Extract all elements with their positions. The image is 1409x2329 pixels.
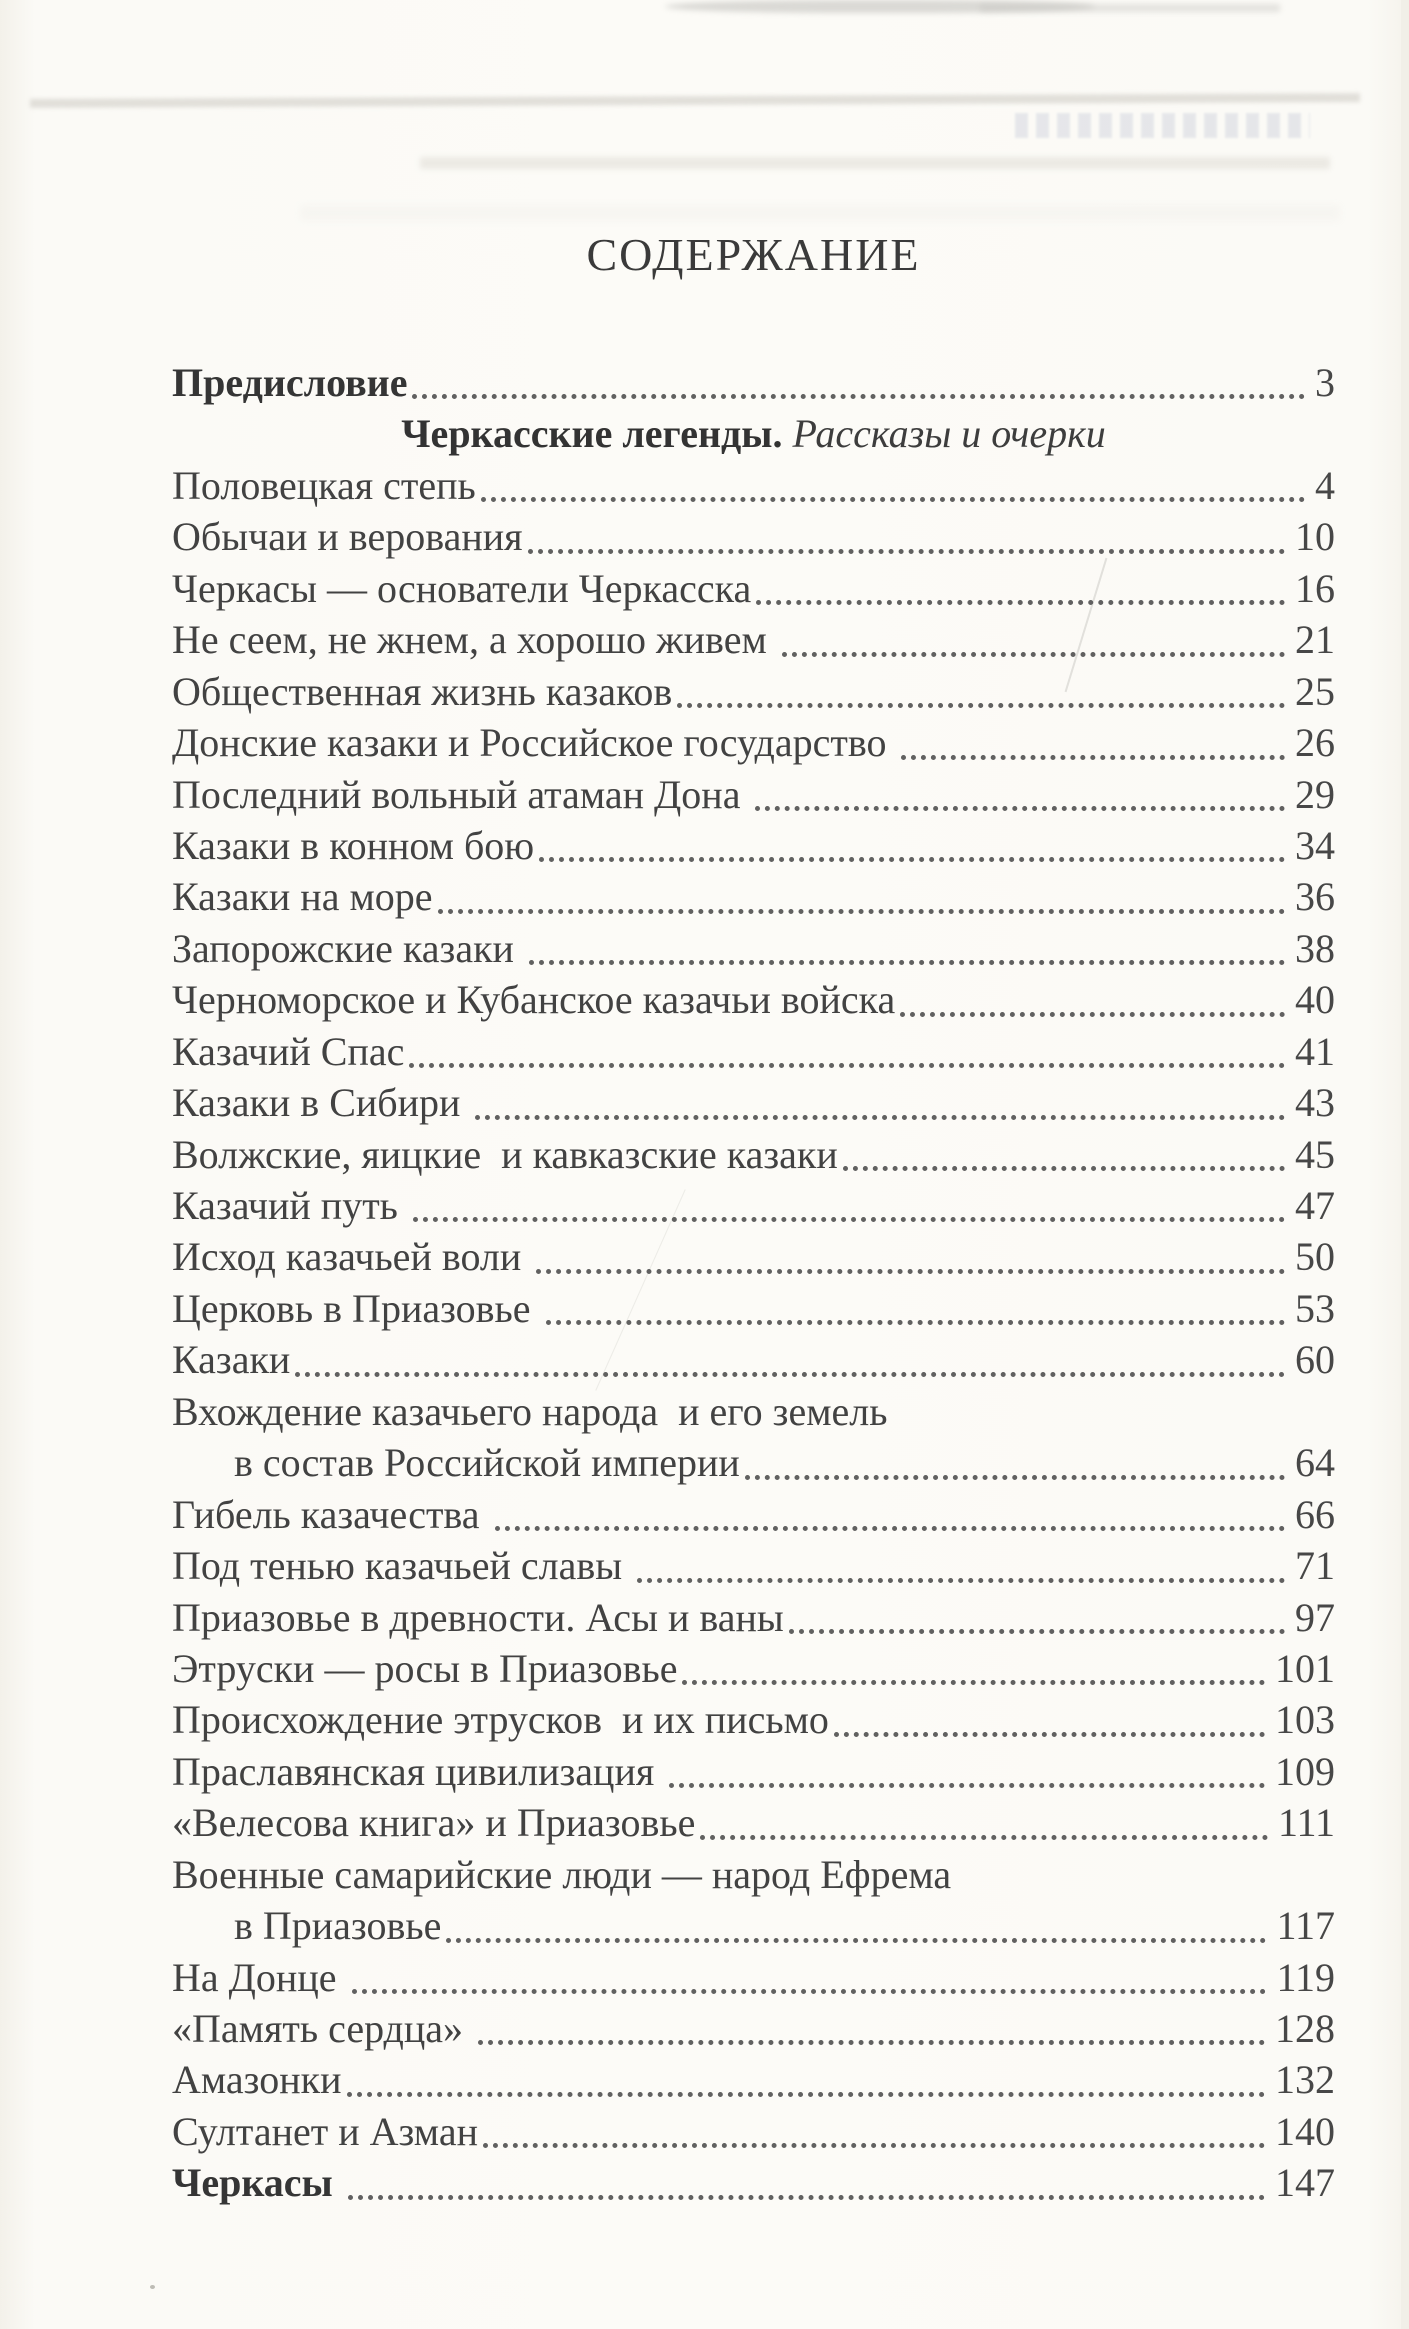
dot-leader bbox=[433, 871, 1288, 922]
dot-leader bbox=[473, 2003, 1268, 2054]
toc-entry-label: в Приазовье bbox=[234, 1903, 442, 1949]
paper-speck bbox=[150, 2285, 155, 2289]
toc-entry-label: Вхождение казачьего народа и его земель bbox=[172, 1388, 888, 1434]
toc-entry-label: Черкасы bbox=[172, 2160, 343, 2206]
toc-row bbox=[172, 871, 1335, 922]
toc-entry-page: 45 bbox=[1295, 1131, 1335, 1177]
toc-entry-label: Под тенью казачьей славы bbox=[172, 1543, 633, 1589]
dot-leader bbox=[677, 1643, 1268, 1694]
toc-entry-page: 103 bbox=[1275, 1697, 1335, 1743]
toc-row bbox=[172, 1386, 1335, 1437]
toc-row bbox=[172, 1746, 1335, 1797]
dot-leader bbox=[751, 563, 1288, 614]
toc-entry-page: 50 bbox=[1295, 1234, 1335, 1280]
toc-entry-label: Последний вольный атаман Дона bbox=[172, 771, 751, 817]
toc-entry-label: Черноморское и Кубанское казачьи войска bbox=[172, 977, 896, 1023]
toc-entry-label: Казаки в Сибири bbox=[172, 1080, 471, 1126]
toc-row bbox=[172, 1437, 1335, 1488]
dot-leader bbox=[347, 1952, 1270, 2003]
toc-entry-page: 66 bbox=[1295, 1491, 1335, 1537]
toc-row bbox=[172, 717, 1335, 768]
dot-leader bbox=[343, 2157, 1268, 2208]
ink-bleed-through bbox=[1015, 113, 1310, 138]
dot-leader bbox=[895, 974, 1288, 1025]
toc-entry-label: Казаки на море bbox=[172, 874, 433, 920]
dot-leader bbox=[664, 1746, 1268, 1797]
toc-entry-label: Общественная жизнь казаков bbox=[172, 668, 673, 714]
dot-leader bbox=[404, 1026, 1288, 1077]
section-heading-italic: Рассказы и очерки bbox=[792, 411, 1106, 457]
toc-entry-page: 4 bbox=[1315, 462, 1335, 508]
page-edge-shade bbox=[1401, 0, 1409, 2329]
dot-leader bbox=[524, 923, 1288, 974]
scan-streak-2 bbox=[420, 157, 1330, 169]
toc-entry-label: Этруски — росы в Приазовье bbox=[172, 1645, 678, 1691]
toc-entry-page: 101 bbox=[1275, 1645, 1335, 1691]
scan-streak bbox=[30, 93, 1360, 108]
toc-entry-label: Запорожские казаки bbox=[172, 925, 524, 971]
toc-row bbox=[172, 1849, 1335, 1900]
dot-leader bbox=[342, 2054, 1269, 2105]
toc-row bbox=[172, 1643, 1335, 1694]
toc-section-heading bbox=[172, 408, 1335, 459]
dot-leader bbox=[523, 511, 1288, 562]
ghost-text-band bbox=[300, 205, 1340, 221]
toc-row bbox=[172, 666, 1335, 717]
dot-leader bbox=[896, 717, 1288, 768]
toc-entry-page: 47 bbox=[1295, 1183, 1335, 1228]
toc-entry-page: 53 bbox=[1295, 1285, 1335, 1331]
toc-entry-page: 117 bbox=[1276, 1903, 1335, 1949]
toc-entry-page: 140 bbox=[1275, 2108, 1335, 2154]
toc-row bbox=[172, 2054, 1335, 2105]
toc-row bbox=[172, 1489, 1335, 1540]
toc-row bbox=[172, 460, 1335, 511]
toc-entry-page: 29 bbox=[1295, 771, 1335, 817]
toc-row bbox=[172, 1797, 1335, 1848]
toc-row bbox=[172, 1026, 1335, 1077]
toc-entry-label: Обычаи и верования bbox=[172, 514, 523, 560]
toc-entry-label: Казачий Спас bbox=[172, 1028, 405, 1074]
toc-entry-page: 3 bbox=[1315, 360, 1335, 405]
toc-entry-label: Гибель казачества bbox=[172, 1491, 490, 1537]
dot-leader bbox=[672, 666, 1288, 717]
scan-smudge-top-2 bbox=[980, 4, 1280, 12]
dot-leader bbox=[478, 2106, 1268, 2157]
toc-entry-page: 21 bbox=[1295, 617, 1335, 663]
toc-row bbox=[172, 357, 1335, 408]
toc-entry-label: Волжские, яицкие и кавказские казаки bbox=[172, 1131, 838, 1177]
toc-entry-label: На Донце bbox=[172, 1954, 347, 2000]
toc-row bbox=[172, 1077, 1335, 1128]
toc-entry-page: 40 bbox=[1295, 977, 1335, 1023]
toc-row bbox=[172, 2157, 1335, 2208]
toc-entry-page: 41 bbox=[1295, 1028, 1335, 1074]
toc-entry-page: 10 bbox=[1295, 514, 1335, 560]
toc-row bbox=[172, 511, 1335, 562]
toc-row bbox=[172, 923, 1335, 974]
toc-entry-label: в состав Российской империи bbox=[234, 1440, 740, 1486]
dot-leader bbox=[541, 1283, 1288, 1334]
toc-row bbox=[172, 820, 1335, 871]
page-title: СОДЕРЖАНИЕ bbox=[586, 229, 921, 280]
dot-leader bbox=[408, 1180, 1288, 1231]
dot-leader bbox=[476, 460, 1308, 511]
dot-leader bbox=[470, 1077, 1288, 1128]
toc-entry-page: 34 bbox=[1295, 822, 1335, 868]
toc-entry-label: Султанет и Азман bbox=[172, 2108, 478, 2154]
toc-row bbox=[172, 2106, 1335, 2157]
toc-entry-page: 43 bbox=[1295, 1080, 1335, 1126]
toc-entry-page: 38 bbox=[1295, 925, 1335, 971]
toc-list bbox=[172, 357, 1335, 2209]
toc-row bbox=[172, 1592, 1335, 1643]
toc-entry-label: Половецкая степь bbox=[172, 462, 476, 508]
dot-leader bbox=[632, 1540, 1288, 1591]
dot-leader bbox=[490, 1489, 1288, 1540]
toc-row bbox=[172, 1283, 1335, 1334]
toc-entry-label: Предисловие bbox=[172, 360, 408, 405]
toc-entry-page: 109 bbox=[1275, 1748, 1335, 1794]
toc-entry-label: Не сеем, не жнем, а хорошо живем bbox=[172, 617, 777, 663]
toc-entry-page: 60 bbox=[1295, 1337, 1335, 1383]
section-heading-bold: Черкасские легенды. bbox=[401, 411, 783, 457]
toc-entry-label: Казаки bbox=[172, 1337, 291, 1383]
toc-row bbox=[172, 1129, 1335, 1180]
dot-leader bbox=[838, 1129, 1288, 1180]
dot-leader bbox=[750, 769, 1288, 820]
toc-entry-label: Праславянская цивилизация bbox=[172, 1748, 665, 1794]
dot-leader bbox=[784, 1592, 1288, 1643]
dot-leader bbox=[695, 1797, 1271, 1848]
toc-entry-page: 25 bbox=[1295, 668, 1335, 714]
toc-entry-label: Происхождение этрусков и их письмо bbox=[172, 1697, 829, 1743]
dot-leader bbox=[407, 357, 1308, 408]
toc-entry-page: 71 bbox=[1295, 1543, 1335, 1589]
toc-entry-page: 147 bbox=[1275, 2160, 1335, 2206]
toc-row bbox=[172, 563, 1335, 614]
dot-leader bbox=[829, 1694, 1268, 1745]
toc-entry-page: 64 bbox=[1295, 1440, 1335, 1486]
dot-leader bbox=[290, 1334, 1288, 1385]
toc-row bbox=[172, 1334, 1335, 1385]
toc-entry-label: Исход казачьей воли bbox=[172, 1234, 532, 1280]
toc-row bbox=[172, 974, 1335, 1025]
toc-entry-page: 119 bbox=[1276, 1954, 1335, 2000]
toc-entry-label: Приазовье в древности. Асы и ваны bbox=[172, 1594, 784, 1640]
toc-entry-label: Амазонки bbox=[172, 2057, 342, 2103]
toc-entry-page: 26 bbox=[1295, 720, 1335, 766]
toc-entry-label: «Память сердца» bbox=[172, 2006, 474, 2051]
toc-row bbox=[172, 614, 1335, 665]
toc-entry-page: 132 bbox=[1275, 2057, 1335, 2103]
toc-entry-label: Казаки в конном бою bbox=[172, 822, 535, 868]
toc-entry-page: 128 bbox=[1275, 2006, 1335, 2051]
dot-leader bbox=[441, 1900, 1269, 1951]
toc-entry-page: 36 bbox=[1295, 874, 1335, 920]
dot-leader bbox=[777, 614, 1288, 665]
toc-entry-page: 16 bbox=[1295, 565, 1335, 611]
toc-row bbox=[172, 1694, 1335, 1745]
toc-entry-label: Донские казаки и Российское государство bbox=[172, 720, 897, 766]
toc-entry-label: Военные самарийские люди — народ Ефрема bbox=[172, 1851, 952, 1897]
toc-row bbox=[172, 1540, 1335, 1591]
toc-entry-label: Черкасы — основатели Черкасска bbox=[172, 565, 752, 611]
toc-row bbox=[172, 769, 1335, 820]
toc-row bbox=[172, 1900, 1335, 1951]
toc-entry-page: 97 bbox=[1295, 1594, 1335, 1640]
dot-leader bbox=[534, 820, 1288, 871]
toc-entry-label: «Велесова книга» и Приазовье bbox=[172, 1800, 696, 1846]
toc-row bbox=[172, 1180, 1335, 1231]
dot-leader bbox=[740, 1437, 1288, 1488]
toc-entry-label: Казачий путь bbox=[172, 1183, 408, 1228]
scan-smudge-top bbox=[665, 0, 1095, 13]
toc-row bbox=[172, 2003, 1335, 2054]
toc-entry-label: Церковь в Приазовье bbox=[172, 1285, 541, 1331]
dot-leader bbox=[531, 1231, 1288, 1282]
toc-entry-page: 111 bbox=[1277, 1800, 1335, 1846]
toc-row bbox=[172, 1952, 1335, 2003]
toc-row bbox=[172, 1231, 1335, 1282]
